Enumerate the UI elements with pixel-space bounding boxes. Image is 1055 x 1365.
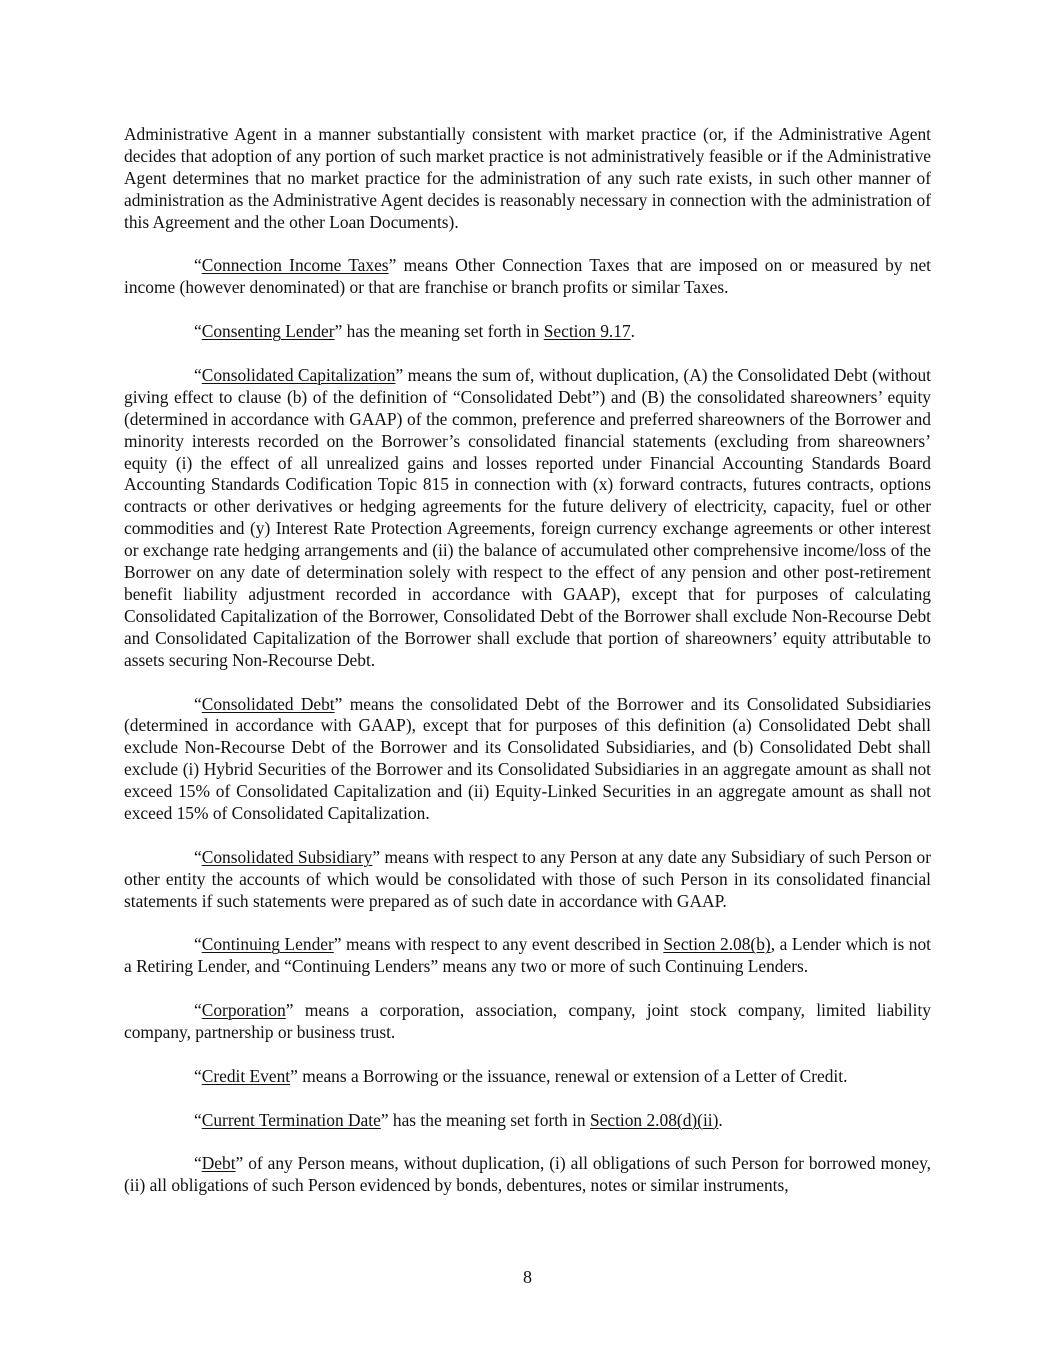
definition-current-termination-date: “Current Termination Date” has the meaning set forth in Section 2.08(d)(ii). [194,1109,723,1130]
definition-continuing-lender: “Continuing Lender” means with respect to any event described in Section 2.08(b), a Lender which is not a Retiring Lender, and “Continuing Lenders” means any two or more of such Continuing Lenders. [124,934,931,977]
defined-term: Current Termination Date [201,1109,381,1130]
defined-term: Credit Event [201,1065,291,1086]
definition-corporation: “Corporation” means a corporation, association, company, joint stock company, limited liability company, partnership or business trust. [124,1000,931,1043]
section-reference: Section 9.17 [543,321,631,342]
definition-consolidated-capitalization: “Consolidated Capitalization” means the sum of, without duplication, (A) the Consolidated Debt (without giving effect to clause (b) of the definition of “Consolidated Debt”) and (B) the consolidated shareowners’ equity (determined in accordance with GAAP) of the common, preference and preferred shareowners of the Borrower and minority interests recorded on the Borrower’s consolidated financial statements (excluding from shareowners’ equity (i) the effect of all unrealized gains and losses reported under Financial Accounting Standards Board Accounting Standards Codification Topic 815 in connection with (x) forward contracts, futures contracts, options contracts or other derivatives or hedging agreements for the future delivery of electricity, capacity, fuel or other commodities and (y) Interest Rate Protection Agreements, foreign currency exchange agreements or other interest or exchange rate hedging arrangements and (ii) the balance of accumulated other comprehensive income/loss of the Borrower on any date of determination solely with respect to the effect of any pension and other post-retirement benefit liability adjustment recorded in accordance with GAAP), except that for purposes of calculating Consolidated Capitalization of the Borrower, Consolidated Debt of the Borrower shall exclude Non-Recourse Debt and Consolidated Capitalization of the Borrower shall exclude that portion of shareowners’ equity attributable to assets securing Non-Recourse Debt. [124,364,931,670]
definition-debt: “Debt” of any Person means, without duplication, (i) all obligations of such Person for borrowed money, (ii) all obligations of such Person evidenced by bonds, debentures, notes or similar instruments, [124,1153,931,1196]
paragraph-administration-continued [124,124,931,234]
paragraph-text: Administrative Agent in a manner substantially consistent with market practice (or, if the Administrative Agent decides that adoption of any portion of such market practice is not administratively feasible or if the Administrative Agent determines that no market practice for the administration of any such rate exists, in such other manner of administration as the Administrative Agent decides is reasonably necessary in connection with the administration of this Agreement and the other Loan Documents). [124,124,931,232]
page-number: 8 [523,1267,532,1287]
definition-connection-income-taxes: “Connection Income Taxes” means Other Connection Taxes that are imposed on or measured by net income (however denominated) or that are franchise or branch profits or similar Taxes. [124,255,931,298]
definition-text-end: . [718,1109,723,1130]
definition-text: means a corporation, association, company, joint stock company, limited liability company, partnership or business trust. [124,1000,931,1043]
definition-text: means the consolidated Debt of the Borrower and its Consolidated Subsidiaries (determined in accordance with GAAP), except that for purposes of this definition (a) Consolidated Debt shall exclude Non-Recourse Debt of the Borrower and its Consolidated Subsidiaries, and (b) Consolidated Debt shall exclude (i) Hybrid Securities of the Borrower and its Consolidated Subsidiaries in an aggregate amount as shall not exceed 15% of Consolidated Capitalization and (ii) Equity-Linked Securities in an aggregate amount as shall not exceed 15% of Consolidated Capitalization. [124,693,931,824]
defined-term: Connection Income Taxes [201,255,389,276]
defined-term: Consenting Lender [201,321,335,342]
definition-text-end: . [630,321,636,342]
section-reference: Section 2.08(b) [663,934,771,955]
defined-term: Consolidated Debt [201,693,335,714]
defined-term: Consolidated Capitalization [201,364,396,385]
defined-term: Debt [201,1153,236,1174]
definition-text: has the meaning set forth in [388,1109,590,1130]
definition-credit-event: “Credit Event” means a Borrowing or the issuance, renewal or extension of a Letter of Credit. [194,1065,848,1086]
definition-consolidated-debt: “Consolidated Debt” means the consolidated Debt of the Borrower and its Consolidated Subsidiaries (determined in accordance with GAAP), except that for purposes of this definition (a) Consolidated Debt shall exclude Non-Recourse Debt of the Borrower and its Consolidated Subsidiaries, and (b) Consolidated Debt shall exclude (i) Hybrid Securities of the Borrower and its Consolidated Subsidiaries in an aggregate amount as shall not exceed 15% of Consolidated Capitalization and (ii) Equity-Linked Securities in an aggregate amount as shall not exceed 15% of Consolidated Capitalization. [124,693,931,824]
definition-text: has the meaning set forth in [342,321,544,342]
definition-consolidated-subsidiary: “Consolidated Subsidiary” means with respect to any Person at any date any Subsidiary of such Person or other entity the accounts of which would be consolidated with those of such Person in its consolidated financial statements if such statements were prepared as of such date in accordance with GAAP. [124,846,931,911]
definition-text: means Other Connection Taxes that are imposed on or measured by net income (however denominated) or that are franchise or branch profits or similar Taxes. [124,255,931,298]
definition-text: means with respect to any event described in [341,934,664,955]
definition-text: means with respect to any Person at any date any Subsidiary of such Person or other entity the accounts of which would be consolidated with those of such Person in its consolidated financial statements if such statements were prepared as of such date in accordance with GAAP. [124,846,931,911]
section-reference: Section 2.08(d)(ii) [589,1109,719,1130]
defined-term: Consolidated Subsidiary [201,846,373,867]
document-page [124,124,931,1219]
definition-text: means a Borrowing or the issuance, renewal or extension of a Letter of Credit. [297,1065,848,1086]
definition-text: means the sum of, without duplication, (A) the Consolidated Debt (without giving effect to clause (b) of the definition of “Consolidated Debt”) and (B) the consolidated shareowners’ equity (determined in accordance with GAAP) of the common, preference and preferred shareowners of the Borrower and minority interests recorded on the Borrower’s consolidated financial statements (excluding from shareowners’ equity (i) the effect of all unrealized gains and losses reported under Financial Accounting Standards Board Accounting Standards Codification Topic 815 in connection with (x) forward contracts, futures contracts, options contracts or other derivatives or hedging agreements for the future delivery of electricity, capacity, fuel or other commodities and (y) Interest Rate Protection Agreements, foreign currency exchange agreements or other interest or exchange rate hedging arrangements and (ii) the balance of accumulated other comprehensive income/loss of the Borrower on any date of determination solely with respect to the effect of any pension and other post-retirement benefit liability adjustment recorded in accordance with GAAP), except that for purposes of calculating Consolidated Capitalization of the Borrower, Consolidated Debt of the Borrower shall exclude Non-Recourse Debt and Consolidated Capitalization of the Borrower shall exclude that portion of shareowners’ equity attributable to assets securing Non-Recourse Debt. [124,364,931,670]
defined-term: Corporation [201,1000,286,1021]
definition-consenting-lender: “Consenting Lender” has the meaning set forth in Section 9.17. [194,321,636,342]
defined-term: Continuing Lender [201,934,334,955]
definition-text-end: , a Lender which is not a Retiring Lender, and “Continuing Lenders” means any two or more of such Continuing Lenders. [124,934,931,977]
definition-text: of any Person means, without duplication, (i) all obligations of such Person for borrowed money, (ii) all obligations of such Person evidenced by bonds, debentures, notes or similar instruments, [124,1153,931,1196]
